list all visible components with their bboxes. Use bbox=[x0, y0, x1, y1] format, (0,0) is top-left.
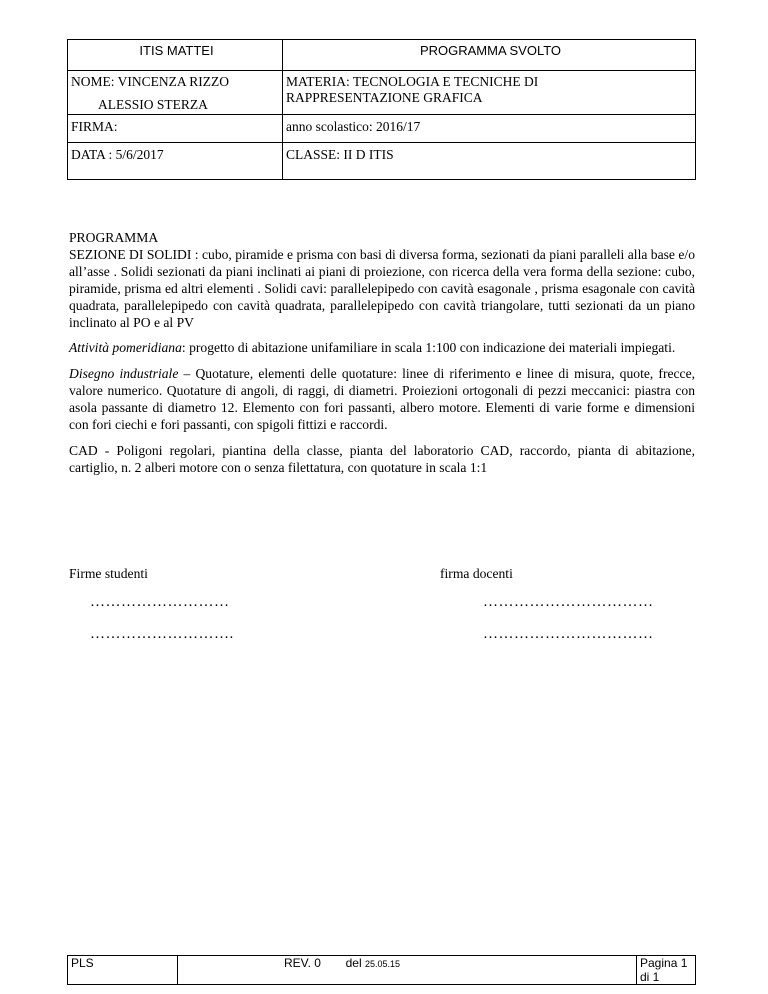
header-table bbox=[67, 39, 696, 180]
disegno-label: Disegno industriale bbox=[69, 366, 179, 381]
materia-cell bbox=[283, 71, 696, 115]
attivita-label: Attività pomeridiana bbox=[69, 340, 182, 355]
data-field: DATA : 5/6/2017 bbox=[68, 143, 283, 180]
programma-text: SEZIONE DI SOLIDI : cubo, piramide e prisma con basi di diversa forma, sezionati da piani paralleli alla base e/o all’asse . Solidi sezionati da piani inclinati ai piani di proiezione, con ricerca della vera forma della sezione: cubo, piramide, prisma ed altri elementi . Solidi cavi: parallelepipedo con cavità esagonale , prisma esagonale con cavità quadrata, parallelepipedo con cavità quadrata, parallelepipedo con cavità triangolare, tutti sezionati da un piano inclinato al PO e al PV bbox=[69, 247, 695, 330]
cad-section bbox=[69, 442, 695, 476]
firma-label: FIRMA: bbox=[68, 115, 283, 143]
cad-text: CAD - Poligoni regolari, piantina della classe, pianta del laboratorio CAD, raccordo, pianta di abitazione, cartiglio, n. 2 alberi motore con o senza filettatura, con quotature in scala 1:1 bbox=[69, 443, 695, 475]
footer-code: PLS bbox=[68, 956, 178, 985]
disegno-section bbox=[69, 365, 695, 433]
anno-scolastico: anno scolastico: 2016/17 bbox=[283, 115, 696, 143]
program-body bbox=[69, 229, 695, 485]
programma-title: PROGRAMMA bbox=[69, 230, 159, 245]
nome-cell bbox=[68, 71, 283, 115]
document-title: PROGRAMMA SVOLTO bbox=[283, 40, 696, 71]
student-signature-line-1: ……………………… bbox=[90, 594, 230, 610]
teachers-signature-label: firma docenti bbox=[440, 566, 513, 581]
footer-del-date: 25.05.15 bbox=[364, 959, 401, 969]
materia-line-1: MATERIA: TECNOLOGIA E TECNICHE DI bbox=[286, 74, 539, 89]
footer-del-label: del bbox=[345, 956, 362, 970]
attivita-text: : progetto di abitazione unifamiliare in scala 1:100 con indicazione dei materiali impiegati. bbox=[181, 340, 676, 355]
attivita-section bbox=[69, 339, 695, 356]
teacher-signature-line-1: …………………………… bbox=[483, 594, 654, 610]
footer-revision bbox=[178, 956, 637, 985]
nome-second: ALESSIO STERZA bbox=[98, 97, 208, 112]
classe-field: CLASSE: II D ITIS bbox=[283, 143, 696, 180]
school-name: ITIS MATTEI bbox=[68, 40, 283, 71]
student-signature-line-2: ………………………. bbox=[90, 626, 234, 642]
footer-rev: REV. 0 bbox=[284, 956, 321, 970]
nome-label: NOME: VINCENZA RIZZO bbox=[71, 74, 229, 89]
programma-section bbox=[69, 229, 695, 331]
students-signature-label: Firme studenti bbox=[69, 566, 148, 581]
disegno-text: – Quotature, elementi delle quotature: linee di riferimento e linee di misura, quote, frecce, valore numerico. Quotature di angoli, di raggi, di diametri. Proiezioni ortogonali di pezzi meccanici: piastra con asola passante di diametro 12. Elemento con fori passanti, albero motore. Elementi di varie forme e dimensioni con fori ciechi e fori passanti, con spigoli fittizi e raccordi. bbox=[69, 366, 696, 432]
teacher-signature-line-2: …………………………… bbox=[483, 626, 654, 642]
materia-line-2: RAPPRESENTAZIONE GRAFICA bbox=[286, 90, 483, 105]
footer-page: Pagina 1 di 1 bbox=[637, 956, 696, 985]
footer-table bbox=[67, 955, 696, 985]
